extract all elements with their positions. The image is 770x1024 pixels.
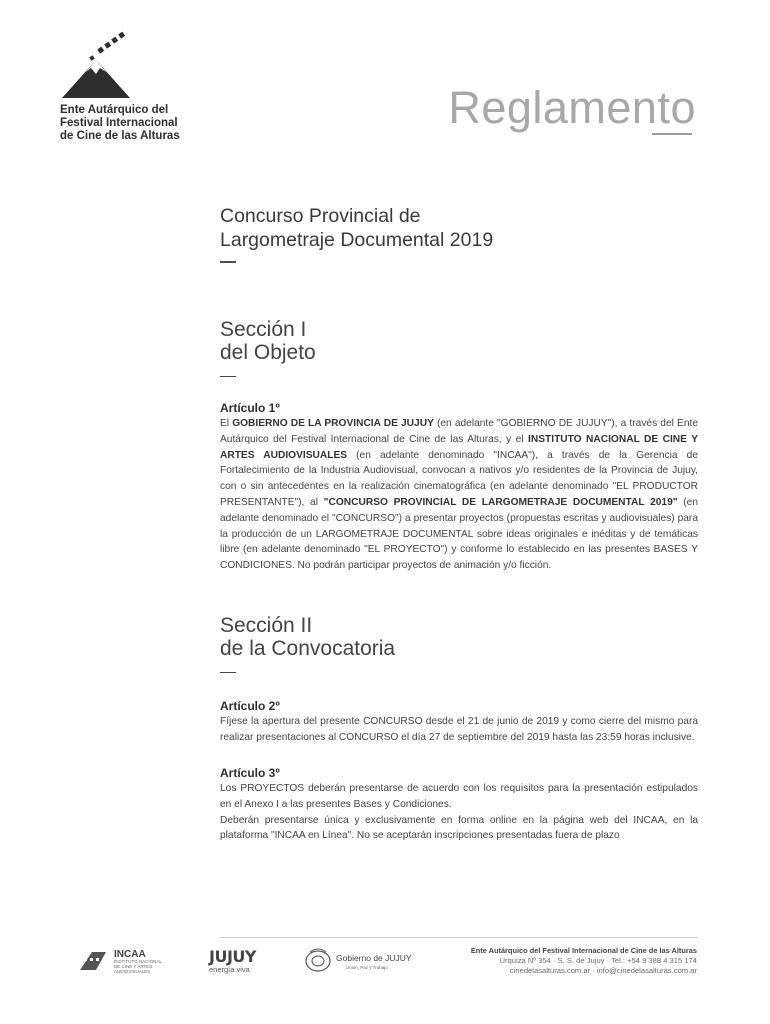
article-1-bold: "CONCURSO PROVINCIAL DE LARGOMETRAJE DOCUMENTAL 2019" [323, 496, 678, 508]
page-title: Reglamento [448, 82, 696, 134]
article-1-bold: GOBIERNO DE LA PROVINCIA DE JUJUY [232, 418, 434, 429]
logo-line-3: de Cine de las Alturas [60, 130, 180, 142]
section-2-subtitle: de la Convocatoria [220, 636, 396, 660]
document-title [220, 204, 698, 252]
incaa-sub-2: DE CINE Y ARTES [114, 964, 153, 969]
title-dash [220, 261, 236, 263]
article-1-text [220, 416, 698, 574]
incaa-sub-3: AUDIOVISUALES [114, 969, 151, 974]
article-3-heading: Artículo 3º [220, 766, 280, 781]
article-1-part: (en adelante denominado "INCAA"), a través de la Gerencia de Fortalecimiento de la Industria Audiovisual, convocan a nativos y/o residentes de la Provincia de Jujuy, con o sin antecedentes en la realización cinematográfica (en adelante denominado "EL PRODUCTOR PRESENTANTE"), al [220, 449, 698, 508]
incaa-film-logo-icon [78, 944, 188, 978]
section-1-number: Sección I [220, 317, 307, 341]
footer-rule [220, 937, 698, 938]
article-3-paragraph-2: Deberán presentarse única y exclusivamente en forma online en la página web del INCAA, en la plataforma "INCAA en Línea". No se aceptarán inscripciones presentadas fuera de plazo [220, 814, 698, 842]
article-1-heading: Artículo 1º [220, 401, 280, 415]
article-2-heading: Artículo 2º [220, 699, 280, 714]
section-2-dash [220, 672, 236, 674]
incaa-sub-1: INSTITUTO NACIONAL [114, 959, 162, 964]
footer-organization: Ente Autárquico del Festival Internacional de Cine de las Alturas [470, 946, 697, 955]
section-2-number: Sección II [220, 613, 313, 637]
document-body [220, 204, 698, 844]
incaa-name: INCAA [114, 949, 146, 960]
article-1-part: (en adelante "GOBIERNO DE JUJUY"), a través del Ente Autárquico del Festival Internacional de Cine de las Alturas, y el [220, 418, 698, 445]
festival-logo-text [60, 104, 220, 143]
footer-web: cinedelasalturas.com.ar · info@cinedelasalturas.com.ar [509, 966, 697, 975]
logo-line-2: Festival Internacional [60, 117, 178, 129]
logo-line-1: Ente Autárquico del [60, 104, 169, 116]
footer-contact [471, 946, 697, 976]
gobierno-name: Gobierno de JUJUY [336, 953, 412, 963]
gobierno-motto: Unión, Paz y Trabajo [346, 965, 388, 970]
festival-mountain-logo-icon [60, 30, 140, 100]
article-3-text [220, 781, 698, 844]
section-1-title [220, 318, 698, 364]
section-1-subtitle: del Objeto [220, 340, 316, 364]
title-rule [652, 133, 692, 135]
document-title-line-1: Concurso Provincial de [220, 205, 421, 227]
section-1-dash [220, 376, 236, 378]
article-1-part: El [220, 418, 233, 429]
jujuy-logo-icon [208, 944, 278, 978]
section-2-title [220, 614, 698, 660]
jujuy-name: JUJUY [209, 947, 256, 966]
article-1-bold: INSTITUTO NACIONAL DE CINE Y ARTES AUDIOVISUALES [220, 433, 698, 461]
jujuy-logo [208, 944, 278, 983]
article-3-paragraph-1: Los PROYECTOS deberán presentarse de acuerdo con los requisitos para la presentación estipulados en el Anexo I a las presentes Bases y Condiciones. [220, 783, 698, 810]
footer-address: Urquiza Nº 354 · S. S. de Jujuy · Tel.: +54 9 388 4 315 174 [499, 956, 697, 965]
gobierno-jujuy-seal-icon [304, 944, 424, 978]
festival-logo [60, 30, 220, 143]
incaa-logo [78, 944, 188, 983]
document-title-line-2: Largometraje Documental 2019 [220, 229, 494, 251]
jujuy-tagline: energía viva [209, 965, 250, 974]
article-2-text: Fíjese la apertura del presente CONCURSO desde el 21 de junio de 2019 y como cierre del mismo para realizar presentaciones al CONCURSO el día 27 de septiembre del 2019 hasta las 23:59 horas inclusive. [220, 716, 698, 744]
gobierno-jujuy-logo [304, 944, 424, 983]
article-1-part: (en adelante denominado el "CONCURSO") a presentar proyectos (propuestas escritas y audiovisuales) para la producción de un LARGOMETRAJE DOCUMENTAL sobre ideas originales e inéditas y de temáticas libre (en adelante denominado "EL PROYECTO") y conforme lo establecido en las presentes BASES Y CONDICIONES. No podrán participar proyectos de animación y/o ficción. [220, 496, 698, 572]
